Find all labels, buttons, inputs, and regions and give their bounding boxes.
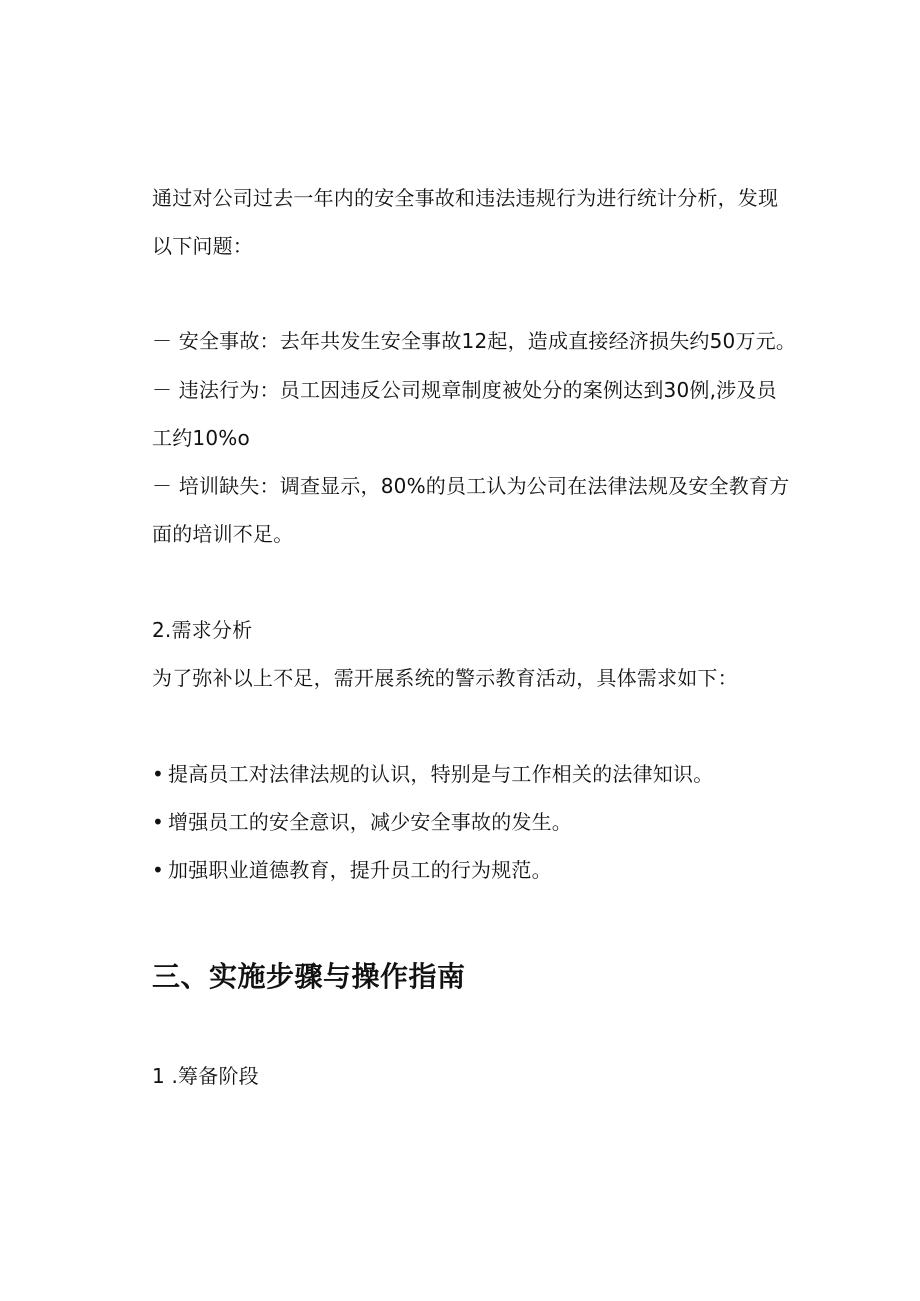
issue-training-line-2: 面的培训不足。 (152, 522, 294, 546)
issue-violation-line-1: － 违法行为：员工因违反公司规章制度被处分的案例达到30例,涉及员 (152, 378, 777, 402)
needs-item-text: 增强员工的安全意识，减少安全事故的发生。 (168, 810, 572, 834)
issue-safety-line-1: － 安全事故：去年共发生安全事故12起，造成直接经济损失约50万元。 (152, 329, 797, 353)
bullet-icon: • (152, 762, 164, 786)
needs-item (152, 764, 713, 784)
needs-item (152, 860, 552, 880)
bullet-icon: • (152, 858, 164, 882)
bullet-icon: • (152, 810, 164, 834)
needs-item-text: 提高员工对法律法规的认识，特别是与工作相关的法律知识。 (168, 762, 714, 786)
intro-line-1: 通过对公司过去一年内的安全事故和违法违规行为进行统计分析，发现 (152, 186, 779, 210)
issue-training-line-1: － 培训缺失：调查显示，80%的员工认为公司在法律法规及安全教育方 (152, 474, 790, 498)
needs-item-text: 加强职业道德教育，提升员工的行为规范。 (168, 858, 552, 882)
section-3-heading: 三、实施步骤与操作指南 (152, 960, 466, 993)
needs-section-title: 2.需求分析 (152, 618, 253, 642)
issue-violation-line-2: 工约10%o (152, 426, 250, 450)
intro-line-2: 以下问题： (152, 234, 253, 258)
section-3-subheading: 1 .筹备阶段 (152, 1064, 259, 1088)
needs-item (152, 812, 572, 832)
needs-section-intro: 为了弥补以上不足，需开展系统的警示教育活动，具体需求如下： (152, 666, 738, 690)
